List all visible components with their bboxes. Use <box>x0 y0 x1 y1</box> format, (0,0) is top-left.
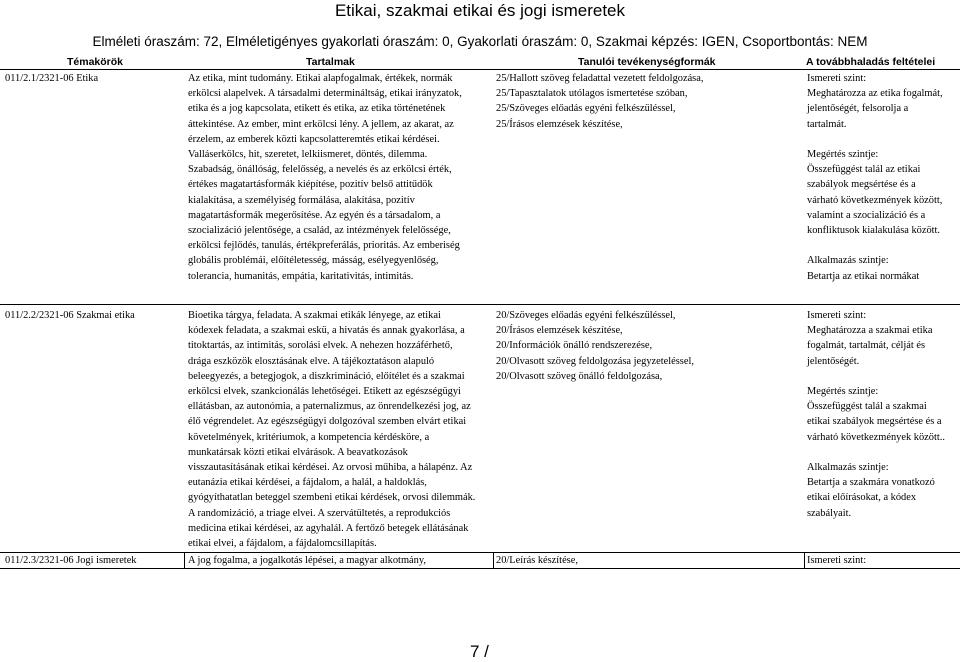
header-tevekenysegformak: Tanulói tevékenységformák <box>578 56 716 68</box>
row2-conditions: Ismereti szint: Meghatározza a szakmai etika fogalmát, tartalmát, célját és jelentőségét. Megértés szintje: Összefüggést talál a szakmai etikai szabályok megsértése és a várható következmények között.. Alkalmazás szintje: Betartja a szakmára vonatkozó etikai előírásokat, a kódex szabályait. <box>807 310 945 519</box>
header-tartalmak: Tartalmak <box>306 56 355 68</box>
row-separator-1 <box>0 304 960 305</box>
column-divider <box>804 552 805 569</box>
document-subtitle: Elméleti óraszám: 72, Elméletigényes gyakorlati óraszám: 0, Gyakorlati óraszám: 0, Szakmai képzés: IGEN, Csoportbontás: NEM <box>92 34 868 49</box>
column-divider <box>493 552 494 569</box>
row3-topic: 011/2.3/2321-06 Jogi ismeretek <box>5 555 137 566</box>
row2-activities: 20/Szöveges előadás egyéni felkészüléssel, 20/Írásos elemzések készítése, 20/Információk önálló rendszerezése, 20/Olvasott szöveg feldolgozása jegyzeteléssel, 20/Olvasott szöveg önálló feldolgozása, <box>496 310 694 382</box>
table-header <box>0 55 960 69</box>
row3-conditions: Ismereti szint: <box>807 555 867 566</box>
column-divider <box>184 552 185 569</box>
row3-activities: 20/Leírás készítése, <box>496 555 578 566</box>
document-title: Etikai, szakmai etikai és jogi ismeretek <box>334 1 626 20</box>
row2-topic: 011/2.2/2321-06 Szakmai etika <box>5 310 135 321</box>
header-rule <box>0 69 960 70</box>
page-number: 7 / <box>470 642 489 661</box>
row1-topic: 011/2.1/2321-06 Etika <box>5 73 99 84</box>
row-separator-3 <box>0 568 960 569</box>
row1-conditions: Ismereti szint: Meghatározza az etika fogalmát, jelentőségét, felsorolja a tartalmát. Megértés szintje: Összefüggést talál az etikai szabályok megsértése és a várható következmények között, valamint a szocializáció és a konfliktusok kialakulása között. Alkalmazás szintje: Betartja az etikai normákat <box>807 73 943 282</box>
row2-content: Bioetika tárgya, feladata. A szakmai etikák lényege, az etikai kódexek feladata, a szakmai eskü, a hivatás és annak gyakorlása, a titoktartás, az intimitás, sorolási elvek. A nehezen hozzáférhető, drága eszközök elosztásának elve. A tájékoztatáson alapuló beleegyezés, a betegjogok, a diszkrimináció, előítélet és a szakmai erkölcsi elvek, szankcionálás lehetőségei. Etikett az egészségügyi ellátásban, az autonómia, a paternalizmus, az önrendelkezési jog, az élő végrendelet. Az egészségügyi dolgozóval szemben elvárt etikai követelmények, kritériumok, a kompetencia kérdésköre, a munkatársak közti etikai elvárások. A beavatkozások visszautasításának etikai kérdései. Az orvosi műhiba, a hálapénz. Az eutanázia etikai kérdései, a fájdalom, a halál, a haldoklás, gyógyíthatatlan beteggel szembeni etikai kérdések, orvosi dilemmák. A randomizáció, a triage elvei. A szervátültetés, a reprodukciós medicina etikai kérdései, az agyhalál. A fertőző betegek ellátásának etikai elvei, a fájdalom, a fájdalomcsillapítás. <box>188 310 476 550</box>
header-tovabbhaladas: A továbbhaladás feltételei <box>806 56 936 68</box>
row3-content: A jog fogalma, a jogalkotás lépései, a magyar alkotmány, <box>188 555 426 566</box>
row1-activities: 25/Hallott szöveg feladattal vezetett feldolgozása, 25/Tapasztalatok utólagos ismertetése szóban, 25/Szöveges előadás egyéni felkészüléssel, 25/Írásos elemzések készítése, <box>496 73 704 130</box>
header-temakorok: Témakörök <box>67 56 124 68</box>
row1-content: Az etika, mint tudomány. Etikai alapfogalmak, értékek, normák erkölcsi alapelvek. A társadalmi determináltság, etikai irányzatok, etika és a jog kapcsolata, etikett és etika, az etika történetének áttekintése. Az ember, mint erkölcsi lény. A jellem, az akarat, az érzelem, az emberek közti kapcsolatteremtés etikai kérdései. Valláserkölcs, hit, szeretet, lelkiismeret, döntés, dilemma. Szabadság, önállóság, felelősség, a nevelés és az erkölcsi érték, értékes magatartásformák kiépítése, pozitív belső attitűdök kialakítása, a személyiség formálása, alakítása, pozitív magatartásformák megerősítése. Az egyén és a társadalom, a szocializáció jelentősége, a család, az intézmények felelőssége, erkölcsi fejlődés, tanulás, értékpreferálás, prioritás. Az emberiség globális problémái, előítéletesség, másság, esélyegyenlőség, tolerancia, humanitás, empátia, karitativitás, intimitás. <box>188 73 462 282</box>
